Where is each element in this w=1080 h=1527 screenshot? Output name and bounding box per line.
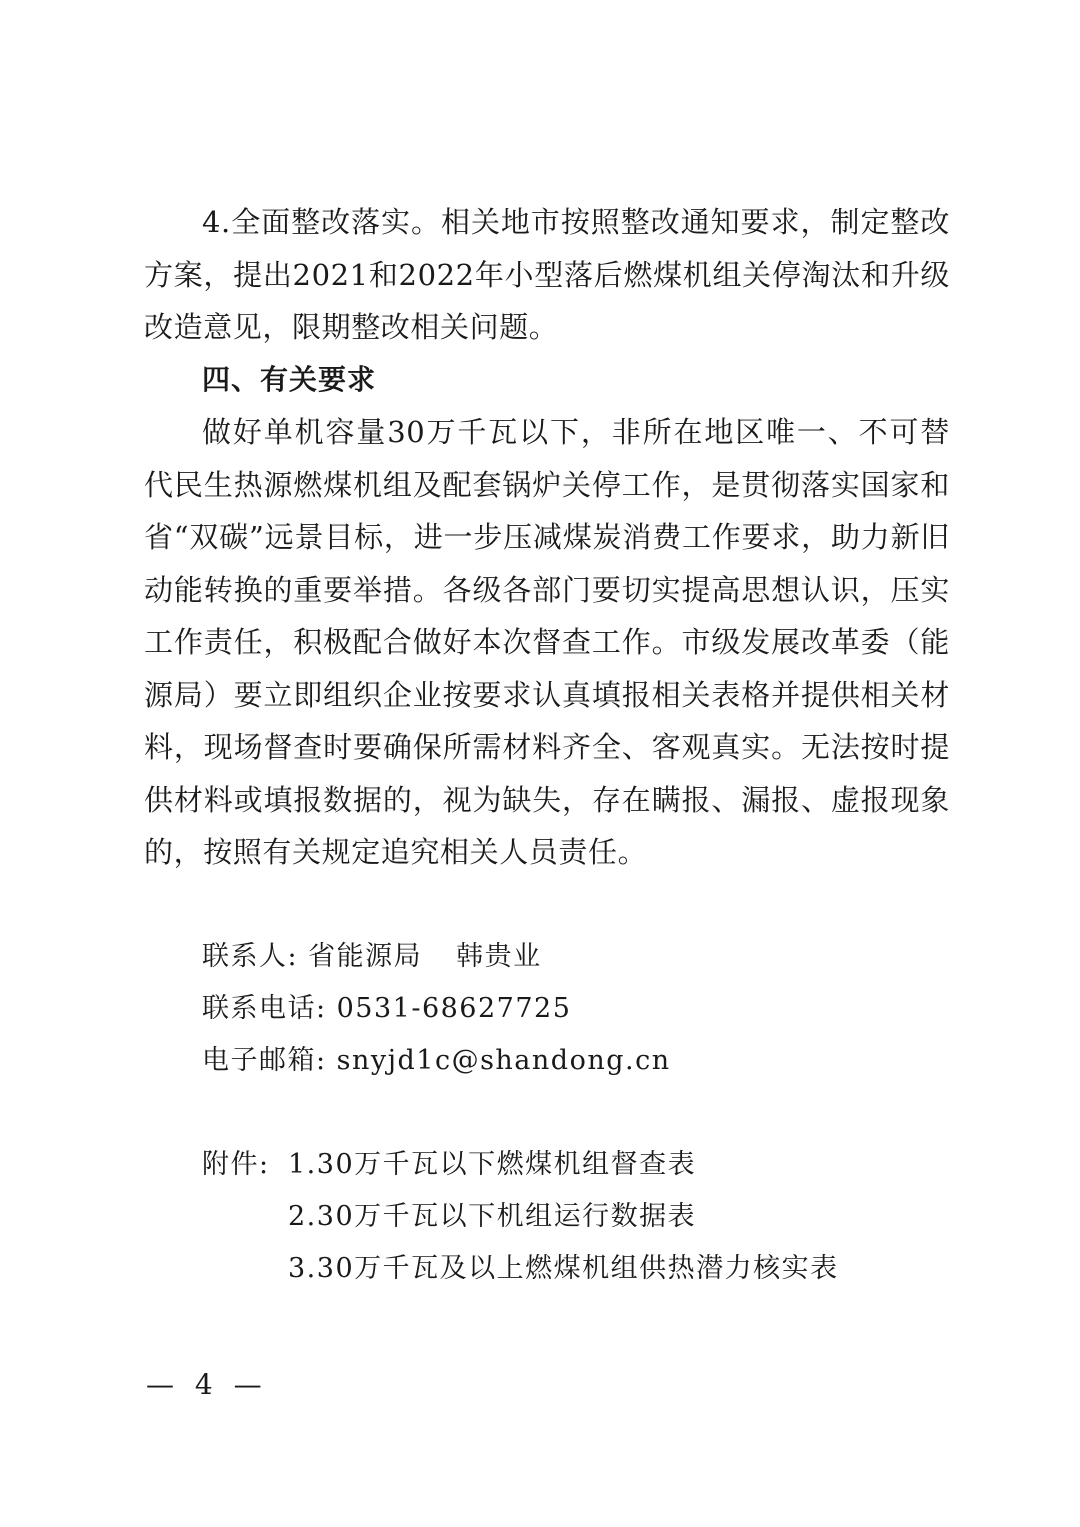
contact-phone-line [144,983,950,1035]
attachment-item: 3.30万千瓦及以上燃煤机组供热潜力核实表 [288,1252,839,1284]
attachments-block [144,1139,950,1295]
contact-org: 省能源局 [308,940,423,972]
contact-block [144,931,950,1087]
phone-label: 联系电话: [202,992,327,1024]
requirements-paragraph: 做好单机容量30万千瓦以下，非所在地区唯一、不可替代民生热源燃煤机组及配套锅炉关停工作，是贯彻落实国家和省“双碳”远景目标，进一步压减煤炭消费工作要求，助力新旧动能转换的重要举措。各级各部门要切实提高思想认识，压实工作责任，积极配合做好本次督查工作。市级发展改革委（能源局）要立即组织企业按要求认真填报相关表格并提供相关材料，现场督查时要确保所需材料齐全、客观真实。无法按时提供材料或填报数据的，视为缺失，存在瞒报、漏报、虚报现象的，按照有关规定追究相关人员责任。 [144,415,950,869]
page-number: — 4 — [146,1368,268,1401]
phone-value: 0531-68627725 [336,992,572,1024]
document-body [144,196,950,1295]
email-value[interactable]: snyjd1c@shandong.cn [336,1044,671,1076]
contact-email-line [144,1035,950,1087]
blank-line [144,1087,950,1139]
contact-label: 联系人: [202,940,299,972]
attachment-item: 2.30万千瓦以下机组运行数据表 [288,1200,697,1232]
attachments-label: 附件: [202,1148,270,1180]
contact-person: 韩贵业 [456,940,542,972]
section-heading: 四、有关要求 [202,362,377,396]
contact-person-line [144,931,950,983]
blank-line [144,879,950,931]
email-label: 电子邮箱: [202,1044,327,1076]
attachment-item: 1.30万千瓦以下燃煤机组督查表 [288,1148,697,1180]
attachments-list [288,1139,839,1295]
rectification-paragraph: 4.全面整改落实。相关地市按照整改通知要求，制定整改方案，提出2021和2022年小型落后燃煤机组关停淘汰和升级改造意见，限期整改相关问题。 [144,205,950,344]
